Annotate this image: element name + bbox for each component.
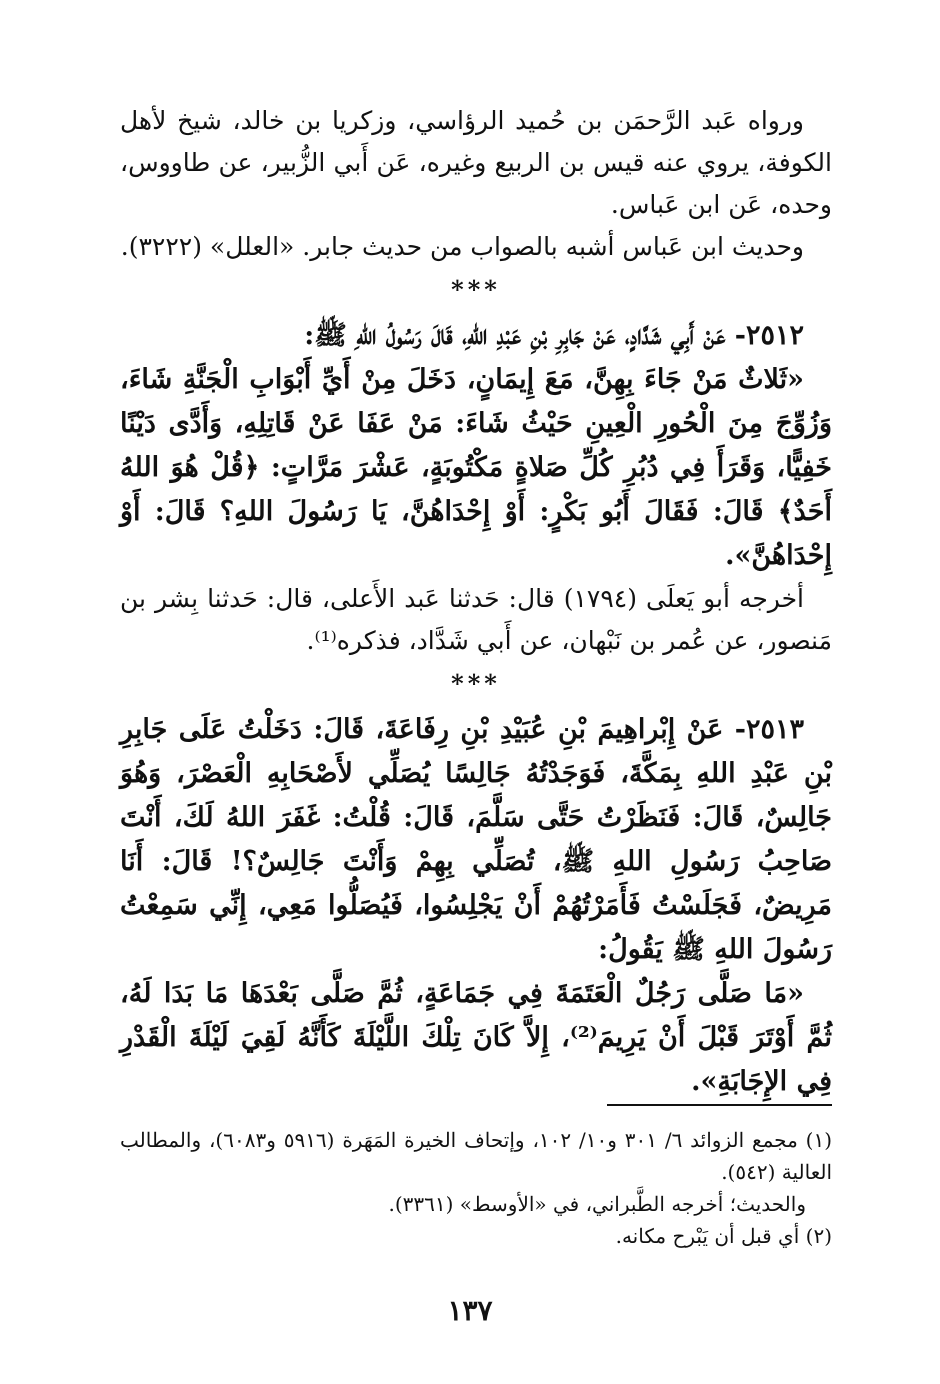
footnotes	[120, 1124, 832, 1252]
footnote-divider	[607, 1104, 832, 1106]
footnote-2: (٢) أي قبل أن يَبْرح مكانه.	[615, 1224, 832, 1248]
hadith-2512-takhrij: أخرجه أبو يَعلَى (١٧٩٤) قال: حَدثنا عَبد الأَعلى، قال: حَدثنا بِشر بن مَنصور، عن عُمر بن نَبْهان، عن أَبي شَدَّاد، فذكره⁽¹⁾.	[120, 584, 832, 655]
hadith-2513-isnad: ٢٥١٣- عَنْ إِبْراهِيمَ بْنِ عُبَيْدِ بْنِ رِفَاعَةَ، قَالَ: دَخَلْتُ عَلَى جَابِرِ بْنِ عَبْدِ اللهِ بِمَكَّةَ، فَوَجَدْتُهُ جَالِسًا يُصَلِّي لأَصْحَابِهِ الْعَصْرَ، وَهُوَ جَالِسٌ، قَالَ: فَنَظَرْتُ حَتَّى سَلَّمَ، قَالَ: قُلْتُ: غَفَرَ اللهُ لَكَ، أَنْتَ صَاحِبُ رَسُولِ اللهِ ﷺ، تُصَلِّي بِهِمْ وَأَنْتَ جَالِسٌ؟! قَالَ: أَنَا مَرِيضٌ، فَجَلَسْتُ فَأَمَرْتُهُمْ أَنْ يَجْلِسُوا، فَيُصَلُّوا مَعِي، إِنِّي سَمِعْتُ رَسُولَ اللهِ ﷺ يَقُولُ:	[120, 714, 832, 965]
page-number: ١٣٧	[447, 1294, 493, 1327]
main-text	[120, 100, 832, 1104]
section-separator: ***	[451, 669, 501, 698]
hadith-2513-matn: «مَا صَلَّى رَجُلٌ الْعَتَمَةَ فِي جَمَاعَةٍ، ثُمَّ صَلَّى بَعْدَهَا مَا بَدَا لَهُ، ثُمَّ أَوْتَرَ قَبْلَ أَنْ يَرِيمَ⁽²⁾، إِلاَّ كَانَ تِلْكَ اللَّيْلَةَ كَأَنَّهُ لَقِيَ لَيْلَةَ الْقَدْرِ فِي الإِجَابَةِ».	[120, 978, 832, 1097]
hadith-2512-matn: «ثَلاثٌ مَنْ جَاءَ بِهِنَّ، مَعَ إِيمَانٍ، دَخَلَ مِنْ أَيِّ أَبْوَابِ الْجَنَّةِ شَاءَ، وَزُوِّجَ مِنَ الْحُورِ الْعِينِ حَيْثُ شَاءَ: مَنْ عَفَا عَنْ قَاتِلِهِ، وَأَدَّى دَيْنًا خَفِيًّا، وَقَرَأَ فِي دُبُرِ كُلِّ صَلاةٍ مَكْتُوبَةٍ، عَشْرَ مَرَّاتٍ: ﴿قُلْ هُوَ اللهُ أَحَدٌ﴾ قَالَ: فَقَالَ أَبُو بَكْرٍ: أَوْ إِحْدَاهُنَّ، يَا رَسُولَ اللهِ؟ قَالَ: أَوْ إِحْدَاهُنَّ».	[120, 364, 832, 571]
footnote-1: (١) مجمع الزوائد ٦/ ٣٠١ و١٠/ ١٠٢، وإتحاف الخيرة المَهَرة (٥٩١٦ و٦٠٨٣)، والمطالب العالية (٥٤٢).	[120, 1128, 833, 1184]
paragraph-conclusion: وحديث ابن عَباس أشبه بالصواب من حديث جابر. «العلل» (٣٢٢٢).	[120, 232, 804, 261]
paragraph-riwaya: ورواه عَبد الرَّحمَن بن حُميد الرؤاسي، وزكريا بن خالد، شيخ لأهل الكوفة، يروي عنه قيس بن الربيع وغيره، عَن أَبي الزُّبير، عن طاووس، وحده، عَن ابن عَباس.	[120, 106, 832, 219]
hadith-2512-isnad: ٢٥١٢- عَنْ أَبِي شَدَّادٍ، عَنْ جَابِرِ بْنِ عَبْدِ اللهِ، قَالَ رَسُولُ اللهِ ﷺ:	[304, 320, 804, 351]
section-separator: ***	[451, 275, 501, 304]
footnote-1-continuation: والحديث؛ أخرجه الطَّبراني، في «الأوسط» (٣٣٦١).	[388, 1192, 806, 1216]
